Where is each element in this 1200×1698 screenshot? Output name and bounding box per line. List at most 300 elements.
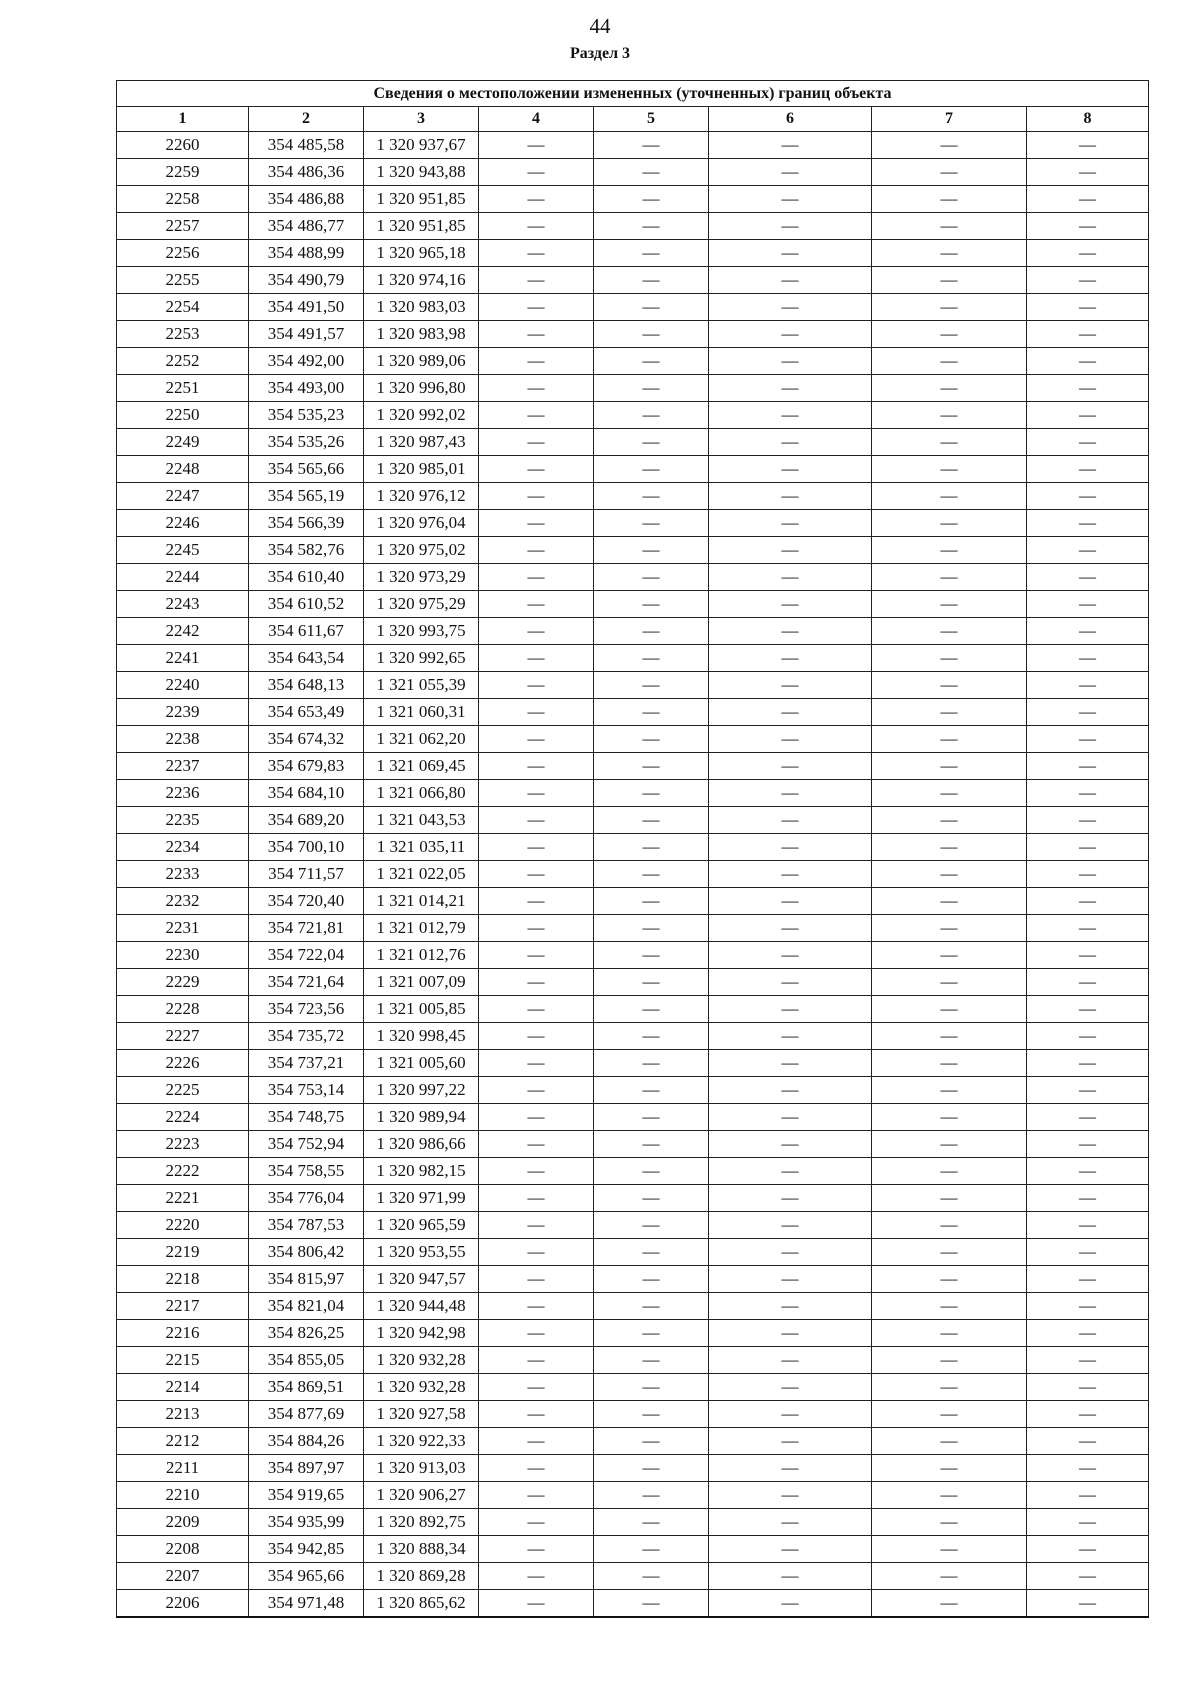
y-coordinate-cell: 1 320 892,75 [364,1509,479,1536]
table-row [117,429,1149,456]
empty-dash-cell: — [872,1482,1027,1509]
table-row [117,753,1149,780]
table-row [117,159,1149,186]
y-coordinate-cell: 1 320 922,33 [364,1428,479,1455]
empty-dash-cell: — [479,726,594,753]
empty-dash-cell: — [479,564,594,591]
x-coordinate-cell: 354 488,99 [249,240,364,267]
y-coordinate-cell: 1 320 975,02 [364,537,479,564]
empty-dash-cell: — [594,402,709,429]
empty-dash-cell: — [872,1293,1027,1320]
x-coordinate-cell: 354 674,32 [249,726,364,753]
y-coordinate-cell: 1 320 987,43 [364,429,479,456]
y-coordinate-cell: 1 321 014,21 [364,888,479,915]
empty-dash-cell: — [872,861,1027,888]
empty-dash-cell: — [479,618,594,645]
empty-dash-cell: — [1027,780,1149,807]
empty-dash-cell: — [709,780,872,807]
empty-dash-cell: — [594,1185,709,1212]
x-coordinate-cell: 354 776,04 [249,1185,364,1212]
point-number-cell: 2247 [117,483,249,510]
x-coordinate-cell: 354 486,36 [249,159,364,186]
y-coordinate-cell: 1 320 888,34 [364,1536,479,1563]
empty-dash-cell: — [709,294,872,321]
x-coordinate-cell: 354 486,88 [249,186,364,213]
empty-dash-cell: — [479,672,594,699]
table-row [117,1482,1149,1509]
empty-dash-cell: — [872,186,1027,213]
empty-dash-cell: — [872,1239,1027,1266]
empty-dash-cell: — [872,834,1027,861]
empty-dash-cell: — [709,1428,872,1455]
point-number-cell: 2222 [117,1158,249,1185]
empty-dash-cell: — [594,564,709,591]
empty-dash-cell: — [479,1428,594,1455]
empty-dash-cell: — [872,564,1027,591]
empty-dash-cell: — [594,240,709,267]
empty-dash-cell: — [594,807,709,834]
empty-dash-cell: — [479,1347,594,1374]
point-number-cell: 2240 [117,672,249,699]
x-coordinate-cell: 354 752,94 [249,1131,364,1158]
empty-dash-cell: — [872,1023,1027,1050]
x-coordinate-cell: 354 737,21 [249,1050,364,1077]
x-coordinate-cell: 354 971,48 [249,1590,364,1618]
empty-dash-cell: — [872,483,1027,510]
empty-dash-cell: — [479,1023,594,1050]
y-coordinate-cell: 1 321 007,09 [364,969,479,996]
empty-dash-cell: — [872,1131,1027,1158]
empty-dash-cell: — [1027,861,1149,888]
empty-dash-cell: — [594,672,709,699]
empty-dash-cell: — [1027,1104,1149,1131]
empty-dash-cell: — [594,294,709,321]
y-coordinate-cell: 1 320 993,75 [364,618,479,645]
empty-dash-cell: — [479,1185,594,1212]
point-number-cell: 2251 [117,375,249,402]
table-row [117,1536,1149,1563]
empty-dash-cell: — [1027,1023,1149,1050]
x-coordinate-cell: 354 935,99 [249,1509,364,1536]
empty-dash-cell: — [594,1212,709,1239]
x-coordinate-cell: 354 821,04 [249,1293,364,1320]
empty-dash-cell: — [594,1266,709,1293]
empty-dash-cell: — [594,1374,709,1401]
empty-dash-cell: — [872,1158,1027,1185]
empty-dash-cell: — [479,402,594,429]
empty-dash-cell: — [872,1590,1027,1618]
empty-dash-cell: — [1027,1536,1149,1563]
empty-dash-cell: — [1027,1590,1149,1618]
empty-dash-cell: — [872,1536,1027,1563]
table-row [117,1023,1149,1050]
empty-dash-cell: — [479,159,594,186]
empty-dash-cell: — [709,1293,872,1320]
empty-dash-cell: — [872,402,1027,429]
y-coordinate-cell: 1 320 997,22 [364,1077,479,1104]
x-coordinate-cell: 354 721,81 [249,915,364,942]
table-row [117,1320,1149,1347]
empty-dash-cell: — [479,483,594,510]
column-number-row [117,107,1149,132]
empty-dash-cell: — [479,1131,594,1158]
x-coordinate-cell: 354 919,65 [249,1482,364,1509]
empty-dash-cell: — [709,510,872,537]
x-coordinate-cell: 354 679,83 [249,753,364,780]
empty-dash-cell: — [1027,1320,1149,1347]
point-number-cell: 2214 [117,1374,249,1401]
table-row [117,645,1149,672]
x-coordinate-cell: 354 711,57 [249,861,364,888]
empty-dash-cell: — [872,591,1027,618]
x-coordinate-cell: 354 684,10 [249,780,364,807]
empty-dash-cell: — [872,267,1027,294]
table-row [117,1077,1149,1104]
x-coordinate-cell: 354 611,67 [249,618,364,645]
empty-dash-cell: — [709,1050,872,1077]
point-number-cell: 2234 [117,834,249,861]
y-coordinate-cell: 1 321 069,45 [364,753,479,780]
table-row [117,483,1149,510]
empty-dash-cell: — [479,213,594,240]
x-coordinate-cell: 354 610,40 [249,564,364,591]
table-caption: Сведения о местоположении измененных (уточненных) границ объекта [117,81,1149,107]
empty-dash-cell: — [1027,618,1149,645]
x-coordinate-cell: 354 566,39 [249,510,364,537]
point-number-cell: 2244 [117,564,249,591]
table-row [117,861,1149,888]
empty-dash-cell: — [872,510,1027,537]
y-coordinate-cell: 1 320 973,29 [364,564,479,591]
empty-dash-cell: — [709,915,872,942]
empty-dash-cell: — [479,915,594,942]
column-number: 8 [1027,107,1149,132]
empty-dash-cell: — [872,1509,1027,1536]
empty-dash-cell: — [709,159,872,186]
empty-dash-cell: — [872,294,1027,321]
empty-dash-cell: — [709,1401,872,1428]
point-number-cell: 2256 [117,240,249,267]
empty-dash-cell: — [594,699,709,726]
empty-dash-cell: — [594,132,709,159]
table-row [117,267,1149,294]
empty-dash-cell: — [479,294,594,321]
x-coordinate-cell: 354 486,77 [249,213,364,240]
empty-dash-cell: — [709,699,872,726]
point-number-cell: 2257 [117,213,249,240]
empty-dash-cell: — [709,1320,872,1347]
point-number-cell: 2243 [117,591,249,618]
table-row [117,969,1149,996]
empty-dash-cell: — [1027,888,1149,915]
y-coordinate-cell: 1 320 947,57 [364,1266,479,1293]
x-coordinate-cell: 354 723,56 [249,996,364,1023]
y-coordinate-cell: 1 320 982,15 [364,1158,479,1185]
empty-dash-cell: — [872,888,1027,915]
table-row [117,348,1149,375]
table-row [117,1293,1149,1320]
empty-dash-cell: — [479,510,594,537]
table-caption-row [117,81,1149,107]
empty-dash-cell: — [594,1590,709,1618]
y-coordinate-cell: 1 321 060,31 [364,699,479,726]
point-number-cell: 2220 [117,1212,249,1239]
table-row [117,1050,1149,1077]
empty-dash-cell: — [479,807,594,834]
empty-dash-cell: — [594,1239,709,1266]
empty-dash-cell: — [1027,1239,1149,1266]
empty-dash-cell: — [1027,807,1149,834]
empty-dash-cell: — [1027,240,1149,267]
empty-dash-cell: — [594,1104,709,1131]
empty-dash-cell: — [709,591,872,618]
empty-dash-cell: — [594,1050,709,1077]
empty-dash-cell: — [872,1077,1027,1104]
empty-dash-cell: — [479,1158,594,1185]
point-number-cell: 2227 [117,1023,249,1050]
y-coordinate-cell: 1 320 992,65 [364,645,479,672]
y-coordinate-cell: 1 321 022,05 [364,861,479,888]
x-coordinate-cell: 354 877,69 [249,1401,364,1428]
y-coordinate-cell: 1 320 932,28 [364,1347,479,1374]
x-coordinate-cell: 354 897,97 [249,1455,364,1482]
table-row [117,834,1149,861]
y-coordinate-cell: 1 320 965,59 [364,1212,479,1239]
y-coordinate-cell: 1 320 953,55 [364,1239,479,1266]
empty-dash-cell: — [709,861,872,888]
point-number-cell: 2260 [117,132,249,159]
x-coordinate-cell: 354 869,51 [249,1374,364,1401]
point-number-cell: 2232 [117,888,249,915]
y-coordinate-cell: 1 320 976,04 [364,510,479,537]
empty-dash-cell: — [594,213,709,240]
point-number-cell: 2231 [117,915,249,942]
y-coordinate-cell: 1 320 951,85 [364,213,479,240]
x-coordinate-cell: 354 806,42 [249,1239,364,1266]
x-coordinate-cell: 354 582,76 [249,537,364,564]
x-coordinate-cell: 354 491,50 [249,294,364,321]
empty-dash-cell: — [479,1320,594,1347]
y-coordinate-cell: 1 320 932,28 [364,1374,479,1401]
empty-dash-cell: — [1027,132,1149,159]
table-row [117,510,1149,537]
y-coordinate-cell: 1 320 989,94 [364,1104,479,1131]
x-coordinate-cell: 354 491,57 [249,321,364,348]
empty-dash-cell: — [872,456,1027,483]
empty-dash-cell: — [594,618,709,645]
empty-dash-cell: — [594,591,709,618]
empty-dash-cell: — [1027,510,1149,537]
empty-dash-cell: — [709,564,872,591]
empty-dash-cell: — [1027,996,1149,1023]
empty-dash-cell: — [872,1455,1027,1482]
empty-dash-cell: — [479,780,594,807]
empty-dash-cell: — [1027,753,1149,780]
y-coordinate-cell: 1 321 005,60 [364,1050,479,1077]
point-number-cell: 2241 [117,645,249,672]
point-number-cell: 2252 [117,348,249,375]
empty-dash-cell: — [1027,402,1149,429]
empty-dash-cell: — [709,1374,872,1401]
empty-dash-cell: — [872,348,1027,375]
empty-dash-cell: — [479,1212,594,1239]
x-coordinate-cell: 354 758,55 [249,1158,364,1185]
point-number-cell: 2245 [117,537,249,564]
empty-dash-cell: — [1027,1050,1149,1077]
empty-dash-cell: — [1027,375,1149,402]
empty-dash-cell: — [1027,699,1149,726]
table-body [117,132,1149,1618]
x-coordinate-cell: 354 855,05 [249,1347,364,1374]
empty-dash-cell: — [709,1131,872,1158]
empty-dash-cell: — [709,132,872,159]
y-coordinate-cell: 1 320 975,29 [364,591,479,618]
point-number-cell: 2209 [117,1509,249,1536]
empty-dash-cell: — [1027,213,1149,240]
y-coordinate-cell: 1 320 998,45 [364,1023,479,1050]
y-coordinate-cell: 1 320 913,03 [364,1455,479,1482]
empty-dash-cell: — [709,726,872,753]
empty-dash-cell: — [479,942,594,969]
empty-dash-cell: — [479,996,594,1023]
y-coordinate-cell: 1 320 992,02 [364,402,479,429]
point-number-cell: 2250 [117,402,249,429]
empty-dash-cell: — [479,375,594,402]
empty-dash-cell: — [594,186,709,213]
point-number-cell: 2242 [117,618,249,645]
empty-dash-cell: — [479,1482,594,1509]
point-number-cell: 2255 [117,267,249,294]
empty-dash-cell: — [872,1266,1027,1293]
empty-dash-cell: — [709,429,872,456]
x-coordinate-cell: 354 815,97 [249,1266,364,1293]
empty-dash-cell: — [709,456,872,483]
column-number: 7 [872,107,1027,132]
empty-dash-cell: — [1027,1455,1149,1482]
empty-dash-cell: — [872,753,1027,780]
empty-dash-cell: — [479,267,594,294]
empty-dash-cell: — [709,1455,872,1482]
point-number-cell: 2246 [117,510,249,537]
empty-dash-cell: — [709,753,872,780]
empty-dash-cell: — [479,321,594,348]
empty-dash-cell: — [479,186,594,213]
point-number-cell: 2259 [117,159,249,186]
x-coordinate-cell: 354 610,52 [249,591,364,618]
table-row [117,402,1149,429]
empty-dash-cell: — [594,375,709,402]
y-coordinate-cell: 1 320 971,99 [364,1185,479,1212]
table-row [117,807,1149,834]
empty-dash-cell: — [709,375,872,402]
empty-dash-cell: — [709,1563,872,1590]
empty-dash-cell: — [479,456,594,483]
empty-dash-cell: — [1027,1212,1149,1239]
empty-dash-cell: — [872,645,1027,672]
table-row [117,1239,1149,1266]
empty-dash-cell: — [872,1320,1027,1347]
empty-dash-cell: — [479,1401,594,1428]
empty-dash-cell: — [872,321,1027,348]
point-number-cell: 2223 [117,1131,249,1158]
table-row [117,726,1149,753]
empty-dash-cell: — [479,1536,594,1563]
empty-dash-cell: — [1027,1347,1149,1374]
empty-dash-cell: — [479,240,594,267]
empty-dash-cell: — [594,753,709,780]
point-number-cell: 2236 [117,780,249,807]
empty-dash-cell: — [709,1158,872,1185]
point-number-cell: 2228 [117,996,249,1023]
column-number: 2 [249,107,364,132]
empty-dash-cell: — [479,699,594,726]
y-coordinate-cell: 1 320 965,18 [364,240,479,267]
empty-dash-cell: — [709,1482,872,1509]
table-row [117,1266,1149,1293]
y-coordinate-cell: 1 320 989,06 [364,348,479,375]
empty-dash-cell: — [479,753,594,780]
empty-dash-cell: — [479,1590,594,1618]
table-row [117,1212,1149,1239]
point-number-cell: 2208 [117,1536,249,1563]
table-row [117,537,1149,564]
point-number-cell: 2226 [117,1050,249,1077]
empty-dash-cell: — [709,672,872,699]
empty-dash-cell: — [594,1077,709,1104]
table-row [117,780,1149,807]
empty-dash-cell: — [594,159,709,186]
x-coordinate-cell: 354 722,04 [249,942,364,969]
y-coordinate-cell: 1 321 062,20 [364,726,479,753]
column-number: 5 [594,107,709,132]
empty-dash-cell: — [709,1023,872,1050]
empty-dash-cell: — [479,861,594,888]
table-row [117,1185,1149,1212]
empty-dash-cell: — [594,861,709,888]
y-coordinate-cell: 1 320 976,12 [364,483,479,510]
empty-dash-cell: — [872,537,1027,564]
x-coordinate-cell: 354 884,26 [249,1428,364,1455]
empty-dash-cell: — [594,1347,709,1374]
empty-dash-cell: — [1027,645,1149,672]
y-coordinate-cell: 1 320 927,58 [364,1401,479,1428]
point-number-cell: 2258 [117,186,249,213]
empty-dash-cell: — [594,1320,709,1347]
column-number: 1 [117,107,249,132]
empty-dash-cell: — [872,726,1027,753]
empty-dash-cell: — [1027,1293,1149,1320]
empty-dash-cell: — [872,1401,1027,1428]
y-coordinate-cell: 1 321 005,85 [364,996,479,1023]
empty-dash-cell: — [709,1347,872,1374]
empty-dash-cell: — [479,591,594,618]
x-coordinate-cell: 354 721,64 [249,969,364,996]
table-row [117,186,1149,213]
empty-dash-cell: — [1027,348,1149,375]
x-coordinate-cell: 354 485,58 [249,132,364,159]
table-row [117,132,1149,159]
x-coordinate-cell: 354 535,23 [249,402,364,429]
empty-dash-cell: — [709,240,872,267]
empty-dash-cell: — [594,888,709,915]
empty-dash-cell: — [1027,186,1149,213]
empty-dash-cell: — [1027,1482,1149,1509]
y-coordinate-cell: 1 320 996,80 [364,375,479,402]
empty-dash-cell: — [594,1131,709,1158]
empty-dash-cell: — [594,780,709,807]
empty-dash-cell: — [872,429,1027,456]
empty-dash-cell: — [1027,321,1149,348]
